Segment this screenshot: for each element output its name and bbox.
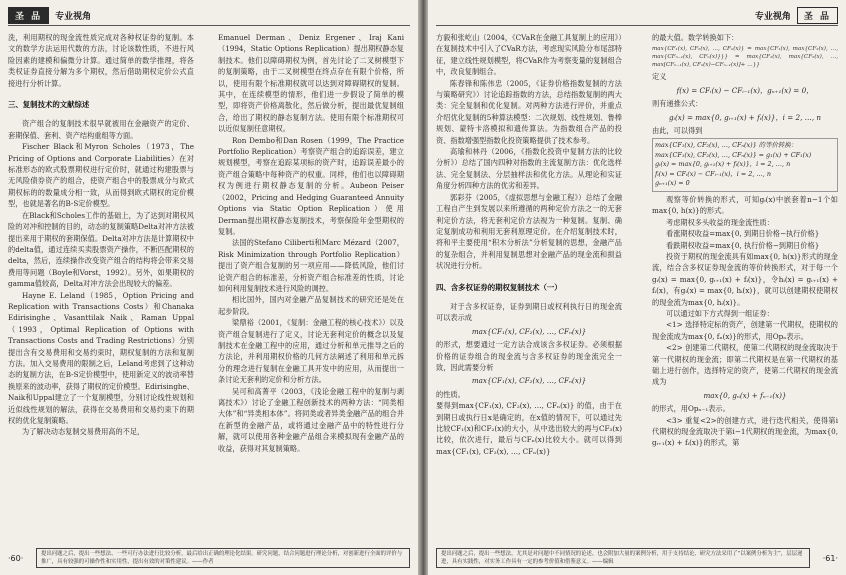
paragraph: 为了解决动态复制交易费用高的不足，: [22, 427, 145, 437]
header-divider: [436, 25, 838, 26]
paragraph: 的最大值。数学转换如下：: [652, 33, 739, 42]
paragraph: 要得到max{CF₁(x), CF₂(x), …, CFₙ(x)} 的值，由于在到期日或执行日x是确定的，在x值的情况下，可以通过先比较CF₁(x)和CF₂(x)的大小，从中选出较大的再与CF₃(x)比较，依次进行，最后与CFₙ(x)比较大小。就可以得到max{CF₁(x), CF₂(x), …, CFₙ(x)}: [436, 401, 622, 456]
book-gutter: [418, 0, 428, 575]
paragraph: 在Black和Scholes工作的基础上，为了达到对期权风险的对冲和控制的目的，动态的复制策略Delta对冲方法被提出来用于期权的套期保值。Delta对冲方法是计算期权中的delta值，通过连续买卖股票资产操作，不断匹配期权的delta，然后，连续操作改变资产组合的结构将会带来交易费用等问题（Boyle和Vorst，1992）。另外，如果期权的gamma值较高，Delta对冲方法会出现较大的偏差。: [8, 210, 194, 289]
paragraph: 法国的Stefano Ciliberti和Marc Mézard（2007，Risk Minimization through Portfolio Replication）提出了资产组合复制的另一项应用——降低风险，他们讨论资产组合的标准差，分析资产组合标准差的性质，讨论如何利用复制技术进行风险的调控。: [218, 238, 404, 293]
left-column-1: [8, 32, 194, 438]
paragraph: 的形式，想要通过一定方法合成该含多权证券。必须根据价格的证券组合的现金流与含多权证券的现金流完全一致，因此需要分析: [436, 340, 622, 372]
paragraph: 资产组合的复制技术很早就被用在金融资产的定价、套期保值、套利、资产结构重组等方面。: [8, 119, 194, 140]
right-page-header: [749, 7, 838, 24]
right-page-footer: [436, 547, 838, 569]
paragraph: 洗，利用期权的现金流性质完成对各种权证券的复制。本文的数学方法运用代数的方法，讨论该数性质，不进行风险因素的建模和偏微分计算。通过简单的数学推理，将各类权证券直接分解为多个期权，然后借助期权定价公式直接进行分析计算。: [8, 33, 194, 88]
section-heading: 四、含多权证券的期权复制技术（一）: [436, 282, 562, 292]
right-column-2: [652, 32, 838, 449]
equation-box: max{CF₁(x), CF₂(x), …, CFₙ(x)} 的等价转换： max{CF₁(x), CF₂(x), …, CFₙ(x)} = g₁(x) + CF₁(x) gᵢ(x) = max{0, gᵢ₊₁(x) + fᵢ(x)}，i = 2, …, n fᵢ(x) = CFᵢ(x) − CFᵢ₋₁(x)，i = 2, …, n gₙ₊₁(x) = 0: [652, 138, 838, 192]
equation: f(x) = CFᵢ(x) − CFᵢ₋₁(x)，gₙ₊₁(x) = 0，: [676, 85, 814, 95]
page-number: ·61·: [822, 553, 838, 563]
paragraph: 相比国外，国内对金融产品复制技术的研究还是处在起步阶段。: [218, 295, 404, 316]
right-page: [428, 0, 846, 575]
paragraph: 考虑期权多头收益的现金流性质：: [666, 217, 774, 227]
page-number: ·60·: [8, 553, 24, 563]
paragraph: 可以通过如下方式得到一组证券：: [666, 309, 774, 318]
paragraph: <2> 创建第二代期权，使第二代期权的现金流取决于第一代期权的现金流；即第二代期权是在第一代期权的基础上进行创作，选择特定的资产，使第二代期权的现金流成为: [652, 343, 838, 387]
equation: gᵢ(x) = max{0, gᵢ₊₁(x) + fᵢ(x)}，i = 2, …, n: [668, 112, 822, 122]
left-page-header: [8, 7, 97, 24]
equation: max{CF₁(x), CF₂(x), …, CFₙ(x)}: [471, 376, 587, 386]
paragraph: 投资于期权的现金流具有如max{0, h(x)}形式的现金流，结合含多权证券现金流的等价转换形式，对于每一个gᵢ(x) = max{0, gᵢ₊₁(x) + fᵢ(x)}，令hᵢ(x) = gᵢ₊₁(x) + fᵢ(x)，有gᵢ(x) = max{0, hᵢ(x)}，就可以创建期权使期权的现金流为max{0, hᵢ(x)}。: [652, 251, 838, 307]
header-tag: 圣 品: [8, 7, 49, 24]
equation: max{CF₁(x), CF₂(x), …, CFₙ(x)}: [471, 326, 587, 336]
footer-note: 提出问题之后，提出一些想法、一些可行办法进行比较分析，最后给出正确的理论化结果。研究问题，结合问题进行理论分析，对创新进行全面的评价与推广，具有较强的可操作性和实用性，提出有效的对策性建议。——作者: [36, 548, 410, 568]
header-title: 专业视角: [55, 12, 92, 22]
paragraph: 由此，可以得到: [652, 126, 703, 136]
header-tag: 圣 品: [797, 7, 838, 24]
paragraph: Ron Dembo和Dan Rosen（1999，The Practice Portfolio Replication）考察资产组合的追踪误差，建立规划模型，考察在追踪某项标的资产时，追踪误差最小的资产组合策略中每种资产的权重。同样，他们也以障碍期权为例进行期权静态复制的分析。Aubeon Peiser（2002，Pricing and Hedging Guaranteed Annuity Options via Static Option Replication）使用Derman提出期权静态复制技术，考察保险年金型期权的复制。: [218, 135, 404, 236]
paragraph: 看涨期权收益=max{0, 到期日价格−执行价格}: [666, 229, 820, 239]
paragraph: 的性质。: [436, 389, 465, 399]
paragraph: 高瑜和林丹（2006，《指数化投资中复制方法的比较分析》）总结了国内四种对指数的主流复制方法：优化选样法、完全复制法、分层抽样法和优化方法。从理论和实证角度分析四种方法的优劣和差异。: [436, 147, 622, 191]
left-page-footer: [8, 547, 410, 569]
paragraph: 定义: [652, 72, 667, 82]
paragraph: 则有递推公式：: [652, 99, 703, 109]
paragraph: 的形式，用Opₙ₋₁表示。: [652, 404, 730, 414]
left-page: [0, 0, 418, 575]
paragraph: 陈春锋和陈伟忠（2005，《证券价格指数复制的方法与策略研究》）讨论追踪指数的方法，总结指数复制的两大类：完全复制和优化复制。对两种方法进行评价，并重点介绍优化复制的5种算法模型：二次规划、线性规划、鲁棒规划、蒙特卡洛模拟和遗传算法。为指数组合产品的投资、指数增强型指数化投资策略提供了技术参考。: [436, 78, 622, 145]
paragraph: 对于含多权证券，证券到期日或权利执行日的现金流可以表示成: [436, 301, 622, 323]
paragraph: Emanuel Derman、Deniz Ergener、Iraj Kani（1994，Static Options Replication）提出期权静态复制技术。他们以障碍期权为例，首先讨论了二叉树模型下的复制策略，由于二叉树模型在终点存在有限个价格，所以，使用有限个标准期权就可以达到对障碍期权的复制。其中，在连续模型的情形，他们进一步假设了简单的模型，即将资产价格离散化，然后做分析，提出最优复制组合，给出了期权的静态复制方法。使用有限个标准期权可以近似复制任意期权。: [218, 33, 404, 134]
paragraph: 郭彩芬（2005，《虚拟思想与金融工程》）总结了金融工程自产生到发展以来所遵循的两种定价方法之一的无套利定价方法，将无套利定价方法视为一种复制。复制、确定复制成功和利用无套利原理定价。在介绍复制技术时，将和平主要使用“积木分析法”分析复制的思想，金融产品的复杂组合，并利用复制思想对金融产品的现金流和损益状况进行分析。: [436, 192, 622, 271]
paragraph: 观察等价转换的形式，可知gᵢ(x)中嵌套着n−1个如max{0, h(x)}的形式。: [652, 194, 838, 216]
header-divider: [8, 25, 410, 26]
paragraph: <1> 选择特定标的资产，创建第一代期权，使期权的现金流成为max{0, fₙ(x)}的形式，用Opₙ表示。: [652, 320, 838, 341]
paragraph: 看跌期权收益=max{0, 执行价格−到期日价格}: [666, 240, 820, 250]
right-column-1: [436, 32, 622, 457]
left-column-2: [218, 32, 404, 454]
formula: max{CF₁(x), CF₂(x), …, CFₙ(x)} = max{CF₁(x), max{CF₂(x), …, max{CFₙ₋₁(x), CFₙ(x)}}} = max{CF₁(x), max{CF₂(x), …, max[CFₙ₋₁(x), CFₙ(x)−CFₙ₋₁(x)]+ …}}: [652, 46, 838, 69]
paragraph: 吴可和高菁平（2003，《浅论金融工程中的复制与剥离技术》）讨论了金融工程创新技术的两种方法：“同类相大体”和“异类相本体”。将同类或者异类金融产品的组合并在新型的金融产品，或将通过金融产品中的特性进行分解，就可以使用各种金融产品组合来模拟现有金融产品的收益，获得对其复制策略。: [218, 386, 404, 453]
header-title: 专业视角: [754, 12, 791, 22]
equation: max{0, gₙ(x) + fₙ₋₁(x)}: [703, 390, 787, 400]
paragraph: <3> 重复<2>的创建方式，进行迭代相关，使得第i代期权的现金流取决于第i−1代期权的现金流，为max{0, gᵢ₊₁(x) + fᵢ(x)}的形式，第: [652, 415, 838, 448]
section-heading: 三、复制技术的文献综述: [8, 100, 90, 110]
paragraph: 梁鼎裕（2001，《复制：金融工程的核心技术》）以及资产组合复制进行了定义，讨论无套利定价的概念以及复制技术在金融工程中的应用，通过分析和单元推导之后的方法论，并利用期权价格的几何方法阐述了利用和单元拆分的理念进行复制在金融工具开发中的应用，从而提出一条讨论无套利的定价和分析方法。: [218, 318, 404, 385]
paragraph: Fischer Black和Myron Scholes（1973，The Pricing of Options and Corporate Liabilities）在对标准形态的欧式股票期权进行定价时，就通过构建股票与无风险债券资产的组合，使资产组合中的股票成分与欧式期权标的的数量成分相一致，从而得到欧式期权的定价模型，也就是著名的B-S定价模型。: [8, 142, 194, 209]
footer-note: 提出问题之后，提出一些想法，尤其是对问题中不同情况的论述，也会附加大量的案例分析，用于支持结论，研究方法采用了“以案例分析为主”，层层递进，具有实践性，对实务工作具有一定的参考价值和借鉴意义。——编辑: [436, 548, 810, 568]
paragraph: Hayne E. Leland（1985，Option Pricing and Replication with Transactions Costs）和Chanaka Edirisinghe、Vasanttilak Naik、Raman Uppal（1993，Optimal Replication of Options with Transactions Costs and Trading Restrictions）分别提出含有交易费用和交易约束时，期权复制的方法和复制方法。加入交易费用的限制之后，Leland考虑到了这种动态的复制方法，在B-S定价模型中，使用新定义的波动率替换原来的波动率，获得了期权的定价模型。Edirisinghe、Naik和Uppal建立了一个复制模型，分别讨论线性规划和近似线性规划的解法，获得在交易费用和交易约束下的期权的优化复制策略。: [8, 290, 194, 425]
paragraph: 方毅和张屹山（2004，《CVaR在金融工具复制上的应用》）在复制技术中引入了CVaR方法，考虑现实风险分布尾部特征，建立线性规划模型，将CVaR作为考察变量的复制组合中，改良复制组合。: [436, 33, 622, 77]
